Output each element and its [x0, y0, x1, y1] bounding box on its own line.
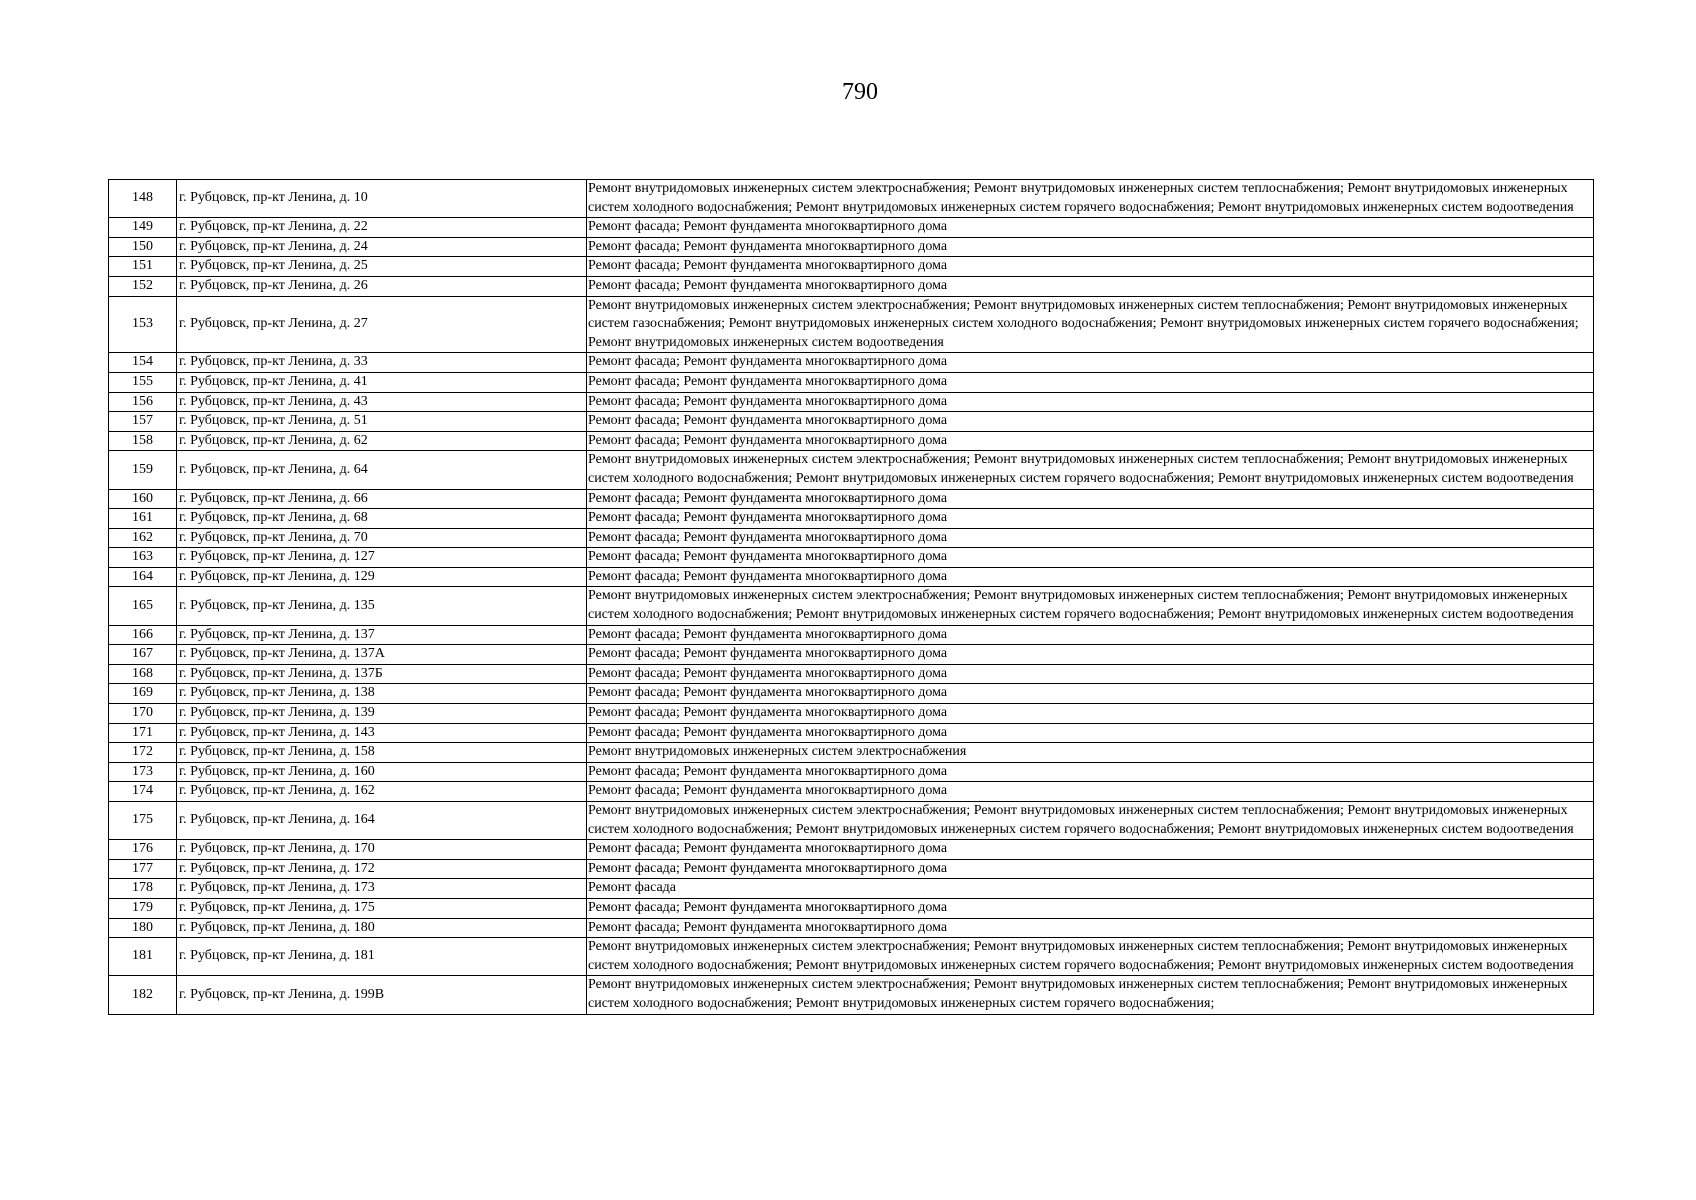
row-number: 176	[109, 840, 177, 860]
row-number: 158	[109, 431, 177, 451]
address-cell: г. Рубцовск, пр-кт Ленина, д. 143	[177, 723, 587, 743]
address-cell: г. Рубцовск, пр-кт Ленина, д. 164	[177, 802, 587, 840]
row-number: 174	[109, 782, 177, 802]
row-number: 148	[109, 180, 177, 218]
row-number: 159	[109, 451, 177, 489]
address-cell: г. Рубцовск, пр-кт Ленина, д. 173	[177, 879, 587, 899]
table-row	[109, 938, 1594, 976]
row-number: 151	[109, 257, 177, 277]
table-row	[109, 664, 1594, 684]
table-row	[109, 587, 1594, 625]
works-cell: Ремонт фасада; Ремонт фундамента многоквартирного дома	[587, 218, 1594, 238]
address-cell: г. Рубцовск, пр-кт Ленина, д. 158	[177, 743, 587, 763]
works-cell: Ремонт фасада; Ремонт фундамента многоквартирного дома	[587, 237, 1594, 257]
address-cell: г. Рубцовск, пр-кт Ленина, д. 137	[177, 625, 587, 645]
address-cell: г. Рубцовск, пр-кт Ленина, д. 175	[177, 898, 587, 918]
address-cell: г. Рубцовск, пр-кт Ленина, д. 137А	[177, 645, 587, 665]
row-number: 182	[109, 976, 177, 1014]
address-cell: г. Рубцовск, пр-кт Ленина, д. 22	[177, 218, 587, 238]
row-number: 156	[109, 392, 177, 412]
table	[108, 179, 1594, 1015]
table-row	[109, 528, 1594, 548]
address-cell: г. Рубцовск, пр-кт Ленина, д. 26	[177, 276, 587, 296]
works-cell: Ремонт фасада; Ремонт фундамента многоквартирного дома	[587, 684, 1594, 704]
works-cell: Ремонт фасада; Ремонт фундамента многоквартирного дома	[587, 782, 1594, 802]
address-cell: г. Рубцовск, пр-кт Ленина, д. 170	[177, 840, 587, 860]
works-cell: Ремонт внутридомовых инженерных систем электроснабжения; Ремонт внутридомовых инженерных систем теплоснабжения; Ремонт внутридомовых инженерных систем холодного водоснабжения; Ремонт внутридомовых инженерных систем горячего водоснабжения; Ремонт внутридомовых инженерных систем водоотведения	[587, 938, 1594, 976]
works-cell: Ремонт фасада; Ремонт фундамента многоквартирного дома	[587, 392, 1594, 412]
table-row	[109, 567, 1594, 587]
address-cell: г. Рубцовск, пр-кт Ленина, д. 172	[177, 859, 587, 879]
works-cell: Ремонт фасада; Ремонт фундамента многоквартирного дома	[587, 372, 1594, 392]
row-number: 153	[109, 296, 177, 353]
table-row	[109, 372, 1594, 392]
works-cell: Ремонт фасада; Ремонт фундамента многоквартирного дома	[587, 918, 1594, 938]
row-number: 166	[109, 625, 177, 645]
row-number: 175	[109, 802, 177, 840]
row-number: 165	[109, 587, 177, 625]
row-number: 161	[109, 509, 177, 529]
row-number: 169	[109, 684, 177, 704]
works-cell: Ремонт фасада; Ремонт фундамента многоквартирного дома	[587, 859, 1594, 879]
address-cell: г. Рубцовск, пр-кт Ленина, д. 25	[177, 257, 587, 277]
works-cell: Ремонт внутридомовых инженерных систем электроснабжения; Ремонт внутридомовых инженерных систем теплоснабжения; Ремонт внутридомовых инженерных систем холодного водоснабжения; Ремонт внутридомовых инженерных систем горячего водоснабжения; Ремонт внутридомовых инженерных систем водоотведения	[587, 180, 1594, 218]
table-row	[109, 879, 1594, 899]
table-row	[109, 684, 1594, 704]
table-row	[109, 548, 1594, 568]
table-body	[109, 180, 1594, 1015]
works-cell: Ремонт фасада; Ремонт фундамента многоквартирного дома	[587, 898, 1594, 918]
works-cell: Ремонт фасада; Ремонт фундамента многоквартирного дома	[587, 509, 1594, 529]
address-cell: г. Рубцовск, пр-кт Ленина, д. 162	[177, 782, 587, 802]
row-number: 154	[109, 353, 177, 373]
row-number: 178	[109, 879, 177, 899]
address-cell: г. Рубцовск, пр-кт Ленина, д. 27	[177, 296, 587, 353]
table-row	[109, 782, 1594, 802]
address-cell: г. Рубцовск, пр-кт Ленина, д. 51	[177, 412, 587, 432]
address-cell: г. Рубцовск, пр-кт Ленина, д. 199В	[177, 976, 587, 1014]
table-row	[109, 451, 1594, 489]
works-cell: Ремонт фасада; Ремонт фундамента многоквартирного дома	[587, 723, 1594, 743]
works-cell: Ремонт внутридомовых инженерных систем электроснабжения; Ремонт внутридомовых инженерных систем теплоснабжения; Ремонт внутридомовых инженерных систем холодного водоснабжения; Ремонт внутридомовых инженерных систем горячего водоснабжения; Ремонт внутридомовых инженерных систем водоотведения	[587, 802, 1594, 840]
address-cell: г. Рубцовск, пр-кт Ленина, д. 41	[177, 372, 587, 392]
row-number: 168	[109, 664, 177, 684]
works-cell: Ремонт фасада; Ремонт фундамента многоквартирного дома	[587, 412, 1594, 432]
address-cell: г. Рубцовск, пр-кт Ленина, д. 139	[177, 704, 587, 724]
row-number: 179	[109, 898, 177, 918]
works-cell: Ремонт фасада; Ремонт фундамента многоквартирного дома	[587, 625, 1594, 645]
works-cell: Ремонт фасада; Ремонт фундамента многоквартирного дома	[587, 528, 1594, 548]
works-cell: Ремонт внутридомовых инженерных систем электроснабжения; Ремонт внутридомовых инженерных систем теплоснабжения; Ремонт внутридомовых инженерных систем холодного водоснабжения; Ремонт внутридомовых инженерных систем горячего водоснабжения; Ремонт внутридомовых инженерных систем водоотведения	[587, 587, 1594, 625]
table-row	[109, 257, 1594, 277]
table-row	[109, 237, 1594, 257]
table-row	[109, 898, 1594, 918]
row-number: 160	[109, 489, 177, 509]
address-cell: г. Рубцовск, пр-кт Ленина, д. 43	[177, 392, 587, 412]
row-number: 173	[109, 762, 177, 782]
table-row	[109, 412, 1594, 432]
address-cell: г. Рубцовск, пр-кт Ленина, д. 70	[177, 528, 587, 548]
address-cell: г. Рубцовск, пр-кт Ленина, д. 137Б	[177, 664, 587, 684]
works-cell: Ремонт фасада; Ремонт фундамента многоквартирного дома	[587, 353, 1594, 373]
works-cell: Ремонт фасада; Ремонт фундамента многоквартирного дома	[587, 762, 1594, 782]
table-row	[109, 353, 1594, 373]
row-number: 177	[109, 859, 177, 879]
address-cell: г. Рубцовск, пр-кт Ленина, д. 181	[177, 938, 587, 976]
table-row	[109, 918, 1594, 938]
table-row	[109, 743, 1594, 763]
table-row	[109, 859, 1594, 879]
row-number: 172	[109, 743, 177, 763]
works-cell: Ремонт фасада; Ремонт фундамента многоквартирного дома	[587, 567, 1594, 587]
table-row	[109, 645, 1594, 665]
table-row	[109, 431, 1594, 451]
table-row	[109, 625, 1594, 645]
address-cell: г. Рубцовск, пр-кт Ленина, д. 68	[177, 509, 587, 529]
works-cell: Ремонт внутридомовых инженерных систем электроснабжения	[587, 743, 1594, 763]
address-cell: г. Рубцовск, пр-кт Ленина, д. 129	[177, 567, 587, 587]
row-number: 180	[109, 918, 177, 938]
address-cell: г. Рубцовск, пр-кт Ленина, д. 33	[177, 353, 587, 373]
works-cell: Ремонт фасада	[587, 879, 1594, 899]
table-row	[109, 723, 1594, 743]
address-cell: г. Рубцовск, пр-кт Ленина, д. 138	[177, 684, 587, 704]
address-cell: г. Рубцовск, пр-кт Ленина, д. 64	[177, 451, 587, 489]
address-cell: г. Рубцовск, пр-кт Ленина, д. 66	[177, 489, 587, 509]
works-cell: Ремонт внутридомовых инженерных систем электроснабжения; Ремонт внутридомовых инженерных систем теплоснабжения; Ремонт внутридомовых инженерных систем холодного водоснабжения; Ремонт внутридомовых инженерных систем горячего водоснабжения;	[587, 976, 1594, 1014]
page-number: 790	[842, 79, 878, 105]
row-number: 162	[109, 528, 177, 548]
table-row	[109, 704, 1594, 724]
address-cell: г. Рубцовск, пр-кт Ленина, д. 160	[177, 762, 587, 782]
address-cell: г. Рубцовск, пр-кт Ленина, д. 10	[177, 180, 587, 218]
table-row	[109, 489, 1594, 509]
table-row	[109, 392, 1594, 412]
table-row	[109, 276, 1594, 296]
address-cell: г. Рубцовск, пр-кт Ленина, д. 127	[177, 548, 587, 568]
works-cell: Ремонт фасада; Ремонт фундамента многоквартирного дома	[587, 840, 1594, 860]
table-row	[109, 840, 1594, 860]
table-row	[109, 296, 1594, 353]
row-number: 181	[109, 938, 177, 976]
row-number: 171	[109, 723, 177, 743]
row-number: 157	[109, 412, 177, 432]
works-cell: Ремонт фасада; Ремонт фундамента многоквартирного дома	[587, 664, 1594, 684]
works-cell: Ремонт фасада; Ремонт фундамента многоквартирного дома	[587, 645, 1594, 665]
works-cell: Ремонт фасада; Ремонт фундамента многоквартирного дома	[587, 704, 1594, 724]
row-number: 164	[109, 567, 177, 587]
works-cell: Ремонт фасада; Ремонт фундамента многоквартирного дома	[587, 257, 1594, 277]
table-row	[109, 762, 1594, 782]
works-cell: Ремонт фасада; Ремонт фундамента многоквартирного дома	[587, 548, 1594, 568]
works-cell: Ремонт фасада; Ремонт фундамента многоквартирного дома	[587, 489, 1594, 509]
row-number: 152	[109, 276, 177, 296]
table-row	[109, 976, 1594, 1014]
row-number: 170	[109, 704, 177, 724]
row-number: 150	[109, 237, 177, 257]
table-row	[109, 218, 1594, 238]
row-number: 149	[109, 218, 177, 238]
address-cell: г. Рубцовск, пр-кт Ленина, д. 24	[177, 237, 587, 257]
repair-works-table	[108, 179, 1593, 1015]
row-number: 167	[109, 645, 177, 665]
works-cell: Ремонт внутридомовых инженерных систем электроснабжения; Ремонт внутридомовых инженерных систем теплоснабжения; Ремонт внутридомовых инженерных систем холодного водоснабжения; Ремонт внутридомовых инженерных систем горячего водоснабжения; Ремонт внутридомовых инженерных систем водоотведения	[587, 451, 1594, 489]
address-cell: г. Рубцовск, пр-кт Ленина, д. 62	[177, 431, 587, 451]
table-row	[109, 802, 1594, 840]
row-number: 163	[109, 548, 177, 568]
address-cell: г. Рубцовск, пр-кт Ленина, д. 180	[177, 918, 587, 938]
works-cell: Ремонт фасада; Ремонт фундамента многоквартирного дома	[587, 276, 1594, 296]
row-number: 155	[109, 372, 177, 392]
address-cell: г. Рубцовск, пр-кт Ленина, д. 135	[177, 587, 587, 625]
table-row	[109, 180, 1594, 218]
works-cell: Ремонт фасада; Ремонт фундамента многоквартирного дома	[587, 431, 1594, 451]
table-row	[109, 509, 1594, 529]
works-cell: Ремонт внутридомовых инженерных систем электроснабжения; Ремонт внутридомовых инженерных систем теплоснабжения; Ремонт внутридомовых инженерных систем газоснабжения; Ремонт внутридомовых инженерных систем холодного водоснабжения; Ремонт внутридомовых инженерных систем горячего водоснабжения; Ремонт внутридомовых инженерных систем водоотведения	[587, 296, 1594, 353]
